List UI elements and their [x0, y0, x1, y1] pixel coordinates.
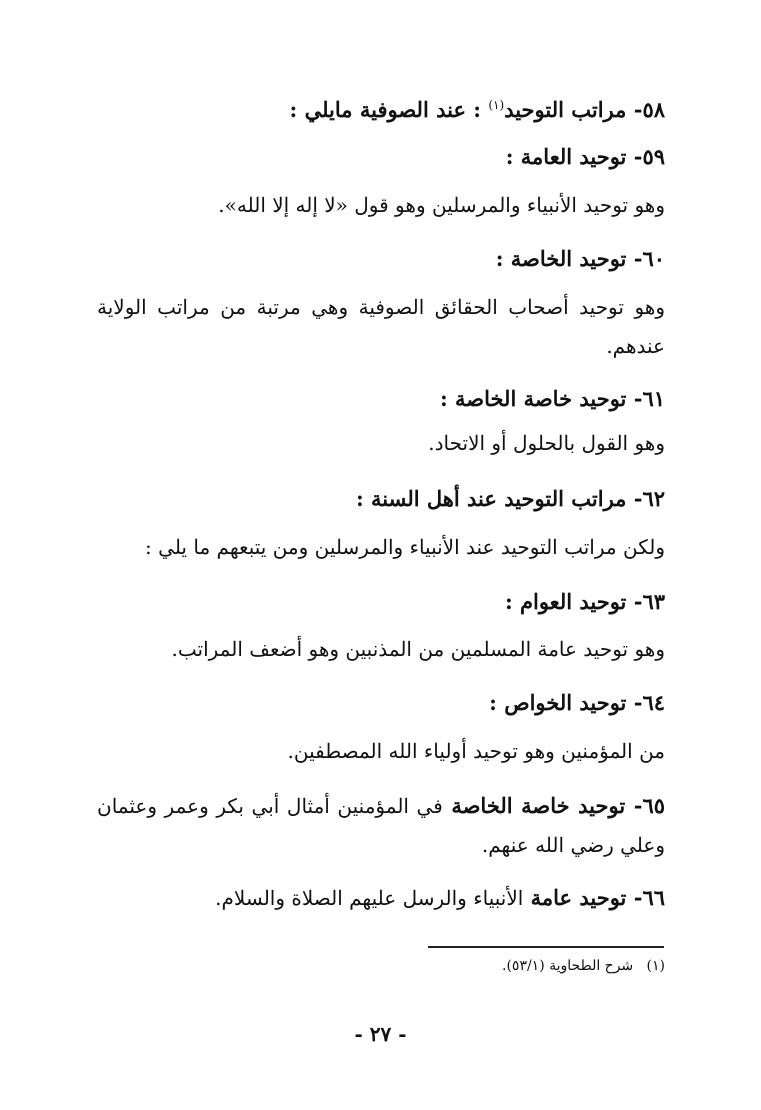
footnote-ref-marker: (١): [488, 98, 505, 112]
item-62-heading: [97, 485, 665, 512]
item-58-number: ٥٨-: [633, 97, 665, 122]
item-58-heading: [97, 96, 665, 123]
page-number: - ٢٧ -: [354, 1022, 407, 1046]
item-59-number: ٥٩-: [633, 144, 665, 169]
item-63-number: ٦٣-: [633, 589, 665, 614]
item-61-heading: [97, 385, 665, 412]
item-62-number: ٦٢-: [633, 486, 665, 511]
item-60-heading: [97, 245, 665, 272]
item-64-heading: [97, 689, 665, 716]
item-65-line2: وعلي رضي الله عنهم.: [481, 833, 665, 857]
item-63-heading: [97, 588, 665, 615]
item-65-number: ٦٥-: [633, 793, 666, 818]
item-66-rest: الأنبياء والرسل عليهم الصلاة والسلام.: [215, 886, 524, 910]
item-59-title: توحيد العامة :: [505, 144, 627, 169]
item-64-number: ٦٤-: [633, 690, 665, 715]
item-59-body: وهو توحيد الأنبياء والمرسلين وهو قول «لا إله إلا الله».: [218, 193, 665, 217]
footnote-text: شرح الطحاوية (٥٣/١).: [502, 958, 634, 974]
item-58-title: مراتب التوحيد: [504, 97, 627, 122]
item-63-title: توحيد العوام :: [504, 589, 627, 614]
item-59-heading: [97, 143, 665, 170]
item-65-line1: [97, 792, 665, 819]
item-61-body: وهو القول بالحلول أو الاتحاد.: [428, 431, 665, 455]
item-64-body: من المؤمنين وهو توحيد أولياء الله المصطفين.: [287, 739, 665, 763]
item-65-rest: في المؤمنين أمثال أبي بكر وعمر وعثمان: [97, 794, 443, 818]
item-66-title: توحيد عامة: [530, 885, 627, 910]
item-64-title: توحيد الخواص :: [489, 690, 627, 715]
footnote-number: (١): [646, 958, 665, 974]
item-62-body: ولكن مراتب التوحيد عند الأنبياء والمرسلين ومن يتبعهم ما يلي :: [145, 535, 665, 559]
item-66-number: ٦٦-: [633, 885, 665, 910]
item-60-body-line1: وهو توحيد أصحاب الحقائق الصوفية وهي مرتبة من مراتب الولاية: [97, 295, 665, 319]
item-62-title: مراتب التوحيد عند أهل السنة :: [355, 486, 627, 511]
footnote-divider: [428, 946, 664, 948]
item-60-body-line2: عندهم.: [606, 334, 665, 358]
item-58-rest: : عند الصوفية مايلي :: [289, 97, 482, 122]
item-60-number: ٦٠-: [633, 246, 665, 271]
item-61-number: ٦١-: [633, 386, 665, 411]
item-61-title: توحيد خاصة الخاصة :: [439, 386, 627, 411]
item-63-body: وهو توحيد عامة المسلمين من المذنبين وهو أضعف المراتب.: [171, 637, 665, 661]
item-60-title: توحيد الخاصة :: [495, 246, 627, 271]
item-66-line: [97, 884, 665, 911]
item-65-title: توحيد خاصة الخاصة: [451, 793, 626, 818]
footnote: [502, 958, 665, 974]
